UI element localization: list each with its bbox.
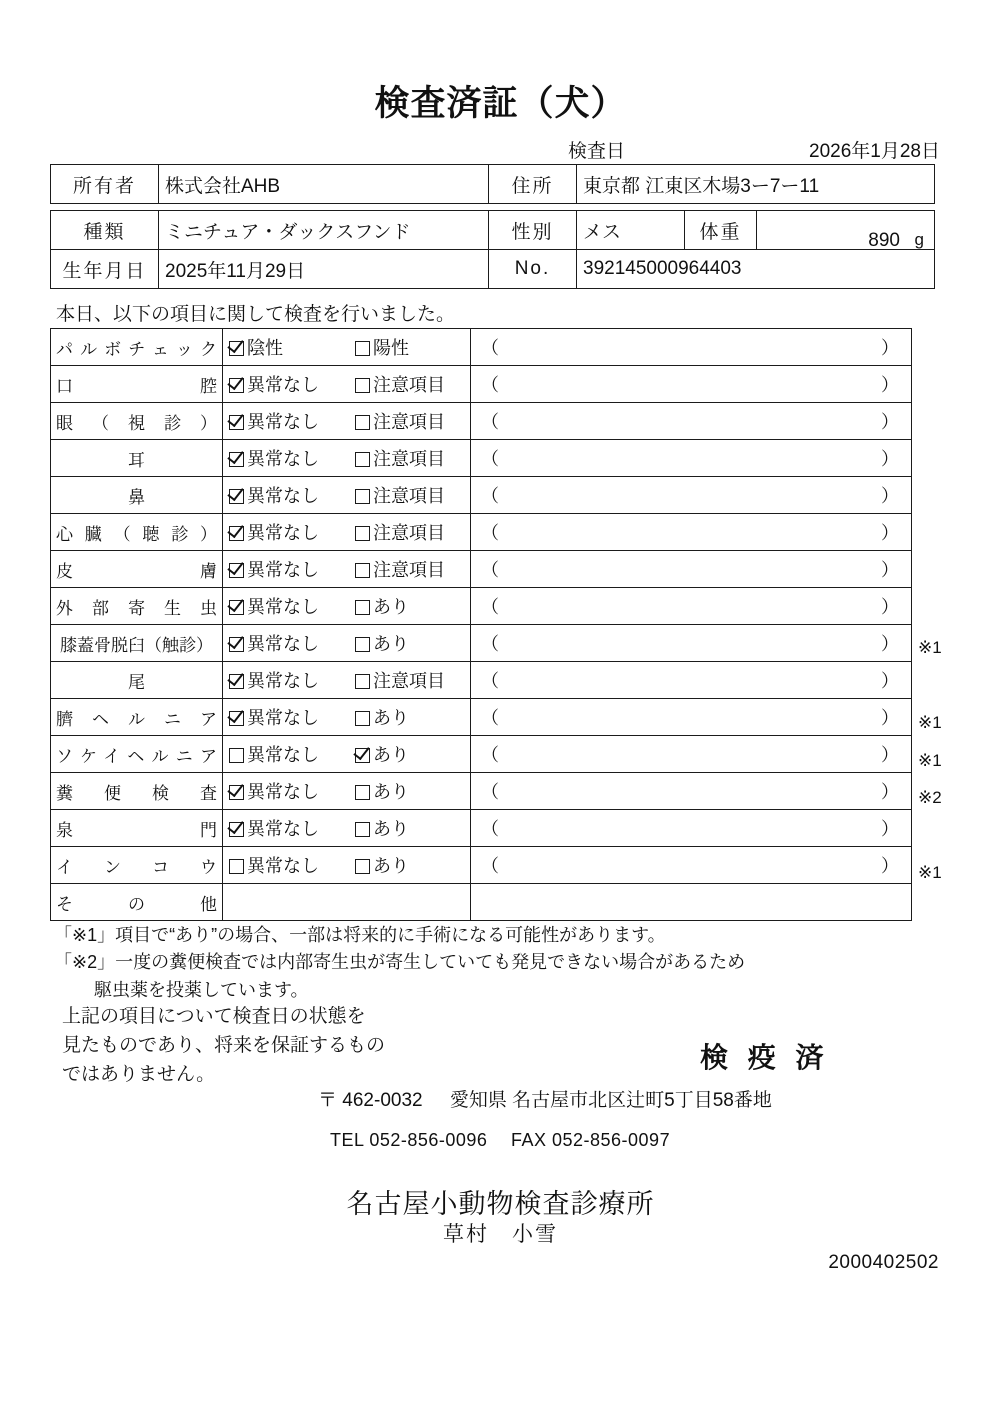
paren-open: （	[481, 745, 499, 765]
checked-checkbox-icon[interactable]	[229, 822, 244, 837]
paren-open: （	[481, 449, 499, 469]
exam-note-cell[interactable]	[471, 477, 912, 514]
owner-label: 所有者	[51, 165, 159, 204]
exam-option-label: 異常なし	[247, 412, 319, 432]
exam-option-a[interactable]	[229, 556, 319, 582]
exam-item-label: 心臓（聴診）	[51, 514, 223, 551]
paren-close: ）	[881, 782, 899, 802]
paren-close: ）	[881, 412, 899, 432]
exam-row	[51, 810, 912, 847]
exam-option-label: 異常なし	[247, 745, 319, 765]
footnotes	[54, 922, 954, 1004]
exam-options-cell	[223, 736, 471, 773]
exam-option-label: 異常なし	[247, 449, 319, 469]
exam-options-cell	[223, 810, 471, 847]
exam-option-label: 異常なし	[247, 375, 319, 395]
exam-option-a[interactable]	[229, 593, 319, 619]
inspection-date-value: 2026年1月28日	[809, 141, 940, 162]
disclaimer-line-3: ではありません。	[62, 1063, 216, 1085]
exam-options-cell	[223, 366, 471, 403]
paren-close: ）	[881, 819, 899, 839]
checked-checkbox-icon[interactable]	[229, 674, 244, 689]
checkbox-icon[interactable]	[229, 748, 244, 763]
owner-value: 株式会社AHB	[159, 165, 489, 204]
exam-option-b[interactable]	[355, 741, 409, 767]
exam-option-a[interactable]	[229, 445, 319, 471]
exam-option-b[interactable]	[355, 482, 445, 508]
exam-row	[51, 699, 912, 736]
paren-close: ）	[881, 375, 899, 395]
exam-option-b[interactable]	[355, 519, 445, 545]
exam-option-label: あり	[373, 708, 409, 728]
exam-row	[51, 884, 912, 921]
exam-option-label: 異常なし	[247, 523, 319, 543]
clinic-fax: FAX 052-856-0097	[510, 1130, 671, 1150]
checked-checkbox-icon[interactable]	[229, 785, 244, 800]
exam-option-a[interactable]	[229, 852, 319, 878]
exam-note-cell[interactable]	[471, 366, 912, 403]
exam-option-a[interactable]	[229, 630, 319, 656]
exam-item-label: 尾	[51, 662, 223, 699]
weight-value: 890	[868, 230, 900, 250]
sex-label: 性別	[489, 211, 577, 250]
checked-checkbox-icon[interactable]	[229, 341, 244, 356]
document-number: 2000402502	[828, 1252, 939, 1273]
exam-option-label: 注意項目	[373, 412, 445, 432]
exam-note-cell[interactable]	[471, 403, 912, 440]
exam-options-cell	[223, 440, 471, 477]
breed-label: 種類	[51, 211, 159, 250]
paren-close: ）	[881, 708, 899, 728]
checked-checkbox-icon[interactable]	[229, 637, 244, 652]
animal-info-table	[50, 210, 935, 289]
footnote-2-line1: 「※2」一度の糞便検査では内部寄生虫が寄生していても発見できない場合があるため	[54, 952, 746, 973]
exam-row	[51, 440, 912, 477]
exam-option-label: あり	[373, 856, 409, 876]
exam-row	[51, 662, 912, 699]
checkbox-icon[interactable]	[355, 526, 370, 541]
clinic-address	[318, 1085, 772, 1112]
footnote-marker: ※1	[918, 637, 942, 657]
postal-symbol-glyph: 〒	[318, 1090, 338, 1111]
footnote-marker: ※1	[918, 750, 942, 770]
registration-no-label: No.	[489, 250, 577, 289]
paren-close: ）	[881, 560, 899, 580]
exam-note-cell[interactable]	[471, 440, 912, 477]
disclaimer-line-1: 上記の項目について検査日の状態を	[62, 1006, 366, 1027]
exam-row	[51, 477, 912, 514]
exam-note-cell[interactable]	[471, 551, 912, 588]
exam-option-label: 異常なし	[247, 634, 319, 654]
exam-options-cell	[223, 588, 471, 625]
footnote-2	[54, 949, 954, 1004]
exam-row	[51, 736, 912, 773]
checkbox-icon[interactable]	[355, 341, 370, 356]
exam-option-a[interactable]	[229, 815, 319, 841]
exam-options-cell	[223, 403, 471, 440]
exam-note-cell[interactable]	[471, 810, 912, 847]
table-row	[51, 250, 935, 289]
checked-checkbox-icon[interactable]	[229, 600, 244, 615]
table-row	[51, 165, 935, 204]
exam-row	[51, 847, 912, 884]
exam-option-b[interactable]	[355, 815, 409, 841]
exam-options-cell	[223, 847, 471, 884]
exam-note-cell[interactable]	[471, 514, 912, 551]
paren-open: （	[481, 819, 499, 839]
birthdate-value: 2025年11月29日	[159, 250, 489, 289]
clinic-name: 名古屋小動物検査診療所	[346, 1189, 655, 1219]
exam-option-label: 注意項目	[373, 671, 445, 691]
checkbox-icon[interactable]	[355, 859, 370, 874]
exam-option-label: 注意項目	[373, 486, 445, 506]
table-row	[51, 211, 935, 250]
exam-item-label: 眼（視診）	[51, 403, 223, 440]
weight-label: 体重	[685, 211, 757, 250]
exam-row	[51, 366, 912, 403]
exam-note-cell[interactable]	[471, 773, 912, 810]
exam-options-cell	[223, 625, 471, 662]
exam-option-a[interactable]	[229, 741, 319, 767]
exam-item-label: 膝蓋骨脱臼（触診）	[51, 625, 223, 662]
paren-open: （	[481, 338, 499, 358]
checked-checkbox-icon[interactable]	[355, 748, 370, 763]
paren-close: ）	[881, 338, 899, 358]
exam-option-b[interactable]	[355, 445, 445, 471]
exam-option-label: 注意項目	[373, 375, 445, 395]
exam-options-cell	[223, 699, 471, 736]
checkbox-icon[interactable]	[229, 859, 244, 874]
exam-options-cell	[223, 662, 471, 699]
exam-option-label: 異常なし	[247, 597, 319, 617]
birthdate-label: 生年月日	[51, 250, 159, 289]
exam-row	[51, 329, 912, 366]
paren-open: （	[481, 671, 499, 691]
footnote-marker: ※1	[918, 713, 942, 732]
exam-note-cell[interactable]	[471, 588, 912, 625]
footnote-marker: ※1	[918, 863, 942, 883]
paren-open: （	[481, 486, 499, 506]
exam-intro-text: 本日、以下の項目に関して検査を行いました。	[56, 304, 456, 325]
checkbox-icon[interactable]	[355, 452, 370, 467]
weight-unit: g	[914, 230, 924, 249]
exam-option-label: 異常なし	[247, 819, 319, 839]
paren-close: ）	[881, 486, 899, 506]
exam-item-label: 鼻	[51, 477, 223, 514]
checked-checkbox-icon[interactable]	[229, 452, 244, 467]
exam-option-a[interactable]	[229, 408, 319, 434]
exam-option-b[interactable]	[355, 334, 409, 360]
exam-option-a[interactable]	[229, 778, 319, 804]
address-label: 住所	[489, 165, 577, 204]
exam-options-cell	[223, 514, 471, 551]
exam-option-b[interactable]	[355, 704, 409, 730]
exam-note-cell[interactable]	[471, 699, 912, 736]
exam-item-label: その他	[51, 884, 223, 921]
exam-options-cell	[223, 551, 471, 588]
examination-table	[50, 328, 912, 921]
sex-value: メス	[577, 211, 685, 250]
exam-option-b[interactable]	[355, 630, 409, 656]
paren-open: （	[481, 412, 499, 432]
exam-item-label: 糞便検査	[51, 773, 223, 810]
exam-note-cell[interactable]	[471, 329, 912, 366]
exam-item-label: 口 腔	[51, 366, 223, 403]
exam-option-a[interactable]	[229, 482, 319, 508]
exam-item-label: 臍ヘルニア	[51, 699, 223, 736]
exam-option-a[interactable]	[229, 519, 319, 545]
checkbox-icon[interactable]	[355, 637, 370, 652]
checked-checkbox-icon[interactable]	[229, 415, 244, 430]
exam-option-label: 異常なし	[247, 671, 319, 691]
exam-options-cell	[223, 773, 471, 810]
postal-symbol	[318, 1090, 423, 1111]
inspection-date-row	[560, 136, 940, 162]
exam-option-label: 異常なし	[247, 486, 319, 506]
checked-checkbox-icon[interactable]	[229, 526, 244, 541]
exam-option-b[interactable]	[355, 371, 445, 397]
paren-close: ）	[881, 523, 899, 543]
checked-checkbox-icon[interactable]	[229, 378, 244, 393]
paren-close: ）	[881, 745, 899, 765]
footnote-marker: ※2	[918, 788, 942, 808]
clinic-address-text: 愛知県 名古屋市北区辻町5丁目58番地	[449, 1090, 772, 1111]
exam-row	[51, 514, 912, 551]
inspection-date-label: 検査日	[568, 141, 626, 162]
exam-option-label: 注意項目	[373, 523, 445, 543]
paren-close: ）	[881, 597, 899, 617]
checkbox-icon[interactable]	[355, 563, 370, 578]
exam-option-b[interactable]	[355, 667, 445, 693]
exam-item-label: パルボチェック	[51, 329, 223, 366]
exam-item-label: 皮 膚	[51, 551, 223, 588]
exam-note-cell[interactable]	[471, 625, 912, 662]
exam-option-b[interactable]	[355, 556, 445, 582]
quarantine-stamp: 検 疫 済	[700, 1042, 830, 1073]
exam-note-cell[interactable]	[471, 662, 912, 699]
exam-row	[51, 551, 912, 588]
registration-no-value: 392145000964403	[577, 250, 935, 289]
checkbox-icon[interactable]	[355, 785, 370, 800]
checked-checkbox-icon[interactable]	[229, 563, 244, 578]
paren-open: （	[481, 782, 499, 802]
owner-table	[50, 164, 935, 204]
weight-cell	[757, 211, 935, 250]
exam-option-a[interactable]	[229, 704, 319, 730]
paren-open: （	[481, 634, 499, 654]
exam-note-cell[interactable]	[471, 884, 912, 921]
exam-option-label: 異常なし	[247, 560, 319, 580]
exam-option-label: 陽性	[373, 338, 409, 358]
exam-options-cell	[223, 884, 471, 921]
paren-open: （	[481, 597, 499, 617]
page-title: 検査済証（犬）	[374, 84, 627, 123]
exam-item-label: 外部寄生虫	[51, 588, 223, 625]
veterinarian-name: 草村 小雪	[443, 1223, 558, 1246]
exam-option-label: あり	[373, 597, 409, 617]
exam-option-label: 注意項目	[373, 449, 445, 469]
breed-value: ミニチュア・ダックスフンド	[159, 211, 489, 250]
paren-close: ）	[881, 671, 899, 691]
paren-open: （	[481, 856, 499, 876]
exam-item-label: インコウ	[51, 847, 223, 884]
exam-option-a[interactable]	[229, 334, 283, 360]
checkbox-icon[interactable]	[355, 415, 370, 430]
checkbox-icon[interactable]	[355, 711, 370, 726]
paren-open: （	[481, 560, 499, 580]
clinic-tel: TEL 052-856-0096	[330, 1130, 488, 1150]
checked-checkbox-icon[interactable]	[229, 489, 244, 504]
exam-note-cell[interactable]	[471, 736, 912, 773]
exam-item-label: ソケイヘルニア	[51, 736, 223, 773]
exam-option-a[interactable]	[229, 371, 319, 397]
exam-option-b[interactable]	[355, 408, 445, 434]
postal-code: 462-0032	[342, 1090, 423, 1111]
exam-option-label: 異常なし	[247, 708, 319, 728]
exam-item-label: 泉 門	[51, 810, 223, 847]
footnote-1: 「※1」項目で“あり”の場合、一部は将来的に手術になる可能性があります。	[54, 925, 666, 945]
paren-close: ）	[881, 449, 899, 469]
exam-row	[51, 588, 912, 625]
paren-open: （	[481, 523, 499, 543]
exam-option-a[interactable]	[229, 667, 319, 693]
disclaimer-line-2: 見たものであり、将来を保証するもの	[62, 1034, 386, 1056]
exam-row	[51, 403, 912, 440]
exam-option-label: 異常なし	[247, 856, 319, 876]
exam-option-label: 異常なし	[247, 782, 319, 802]
checkbox-icon[interactable]	[355, 600, 370, 615]
paren-open: （	[481, 375, 499, 395]
disclaimer	[62, 1003, 385, 1090]
checkbox-icon[interactable]	[355, 674, 370, 689]
exam-options-cell	[223, 477, 471, 514]
exam-row	[51, 625, 912, 662]
checkbox-icon[interactable]	[355, 489, 370, 504]
exam-option-label: あり	[373, 745, 409, 765]
checkbox-icon[interactable]	[355, 378, 370, 393]
paren-open: （	[481, 708, 499, 728]
exam-option-label: あり	[373, 819, 409, 839]
exam-option-label: 注意項目	[373, 560, 445, 580]
footnote-2-line2: 駆虫薬を投薬しています。	[94, 979, 309, 1000]
address-value: 東京都 江東区木場3ー7ー11	[577, 165, 935, 204]
checkbox-icon[interactable]	[355, 822, 370, 837]
exam-option-label: あり	[373, 782, 409, 802]
exam-note-cell[interactable]	[471, 847, 912, 884]
exam-option-label: あり	[373, 634, 409, 654]
paren-close: ）	[881, 634, 899, 654]
clinic-contact	[330, 1130, 670, 1151]
checked-checkbox-icon[interactable]	[229, 711, 244, 726]
exam-options-cell	[223, 329, 471, 366]
exam-option-b[interactable]	[355, 778, 409, 804]
exam-option-b[interactable]	[355, 852, 409, 878]
exam-item-label: 耳	[51, 440, 223, 477]
exam-option-label: 陰性	[247, 338, 283, 358]
exam-row	[51, 773, 912, 810]
exam-option-b[interactable]	[355, 593, 409, 619]
paren-close: ）	[881, 856, 899, 876]
